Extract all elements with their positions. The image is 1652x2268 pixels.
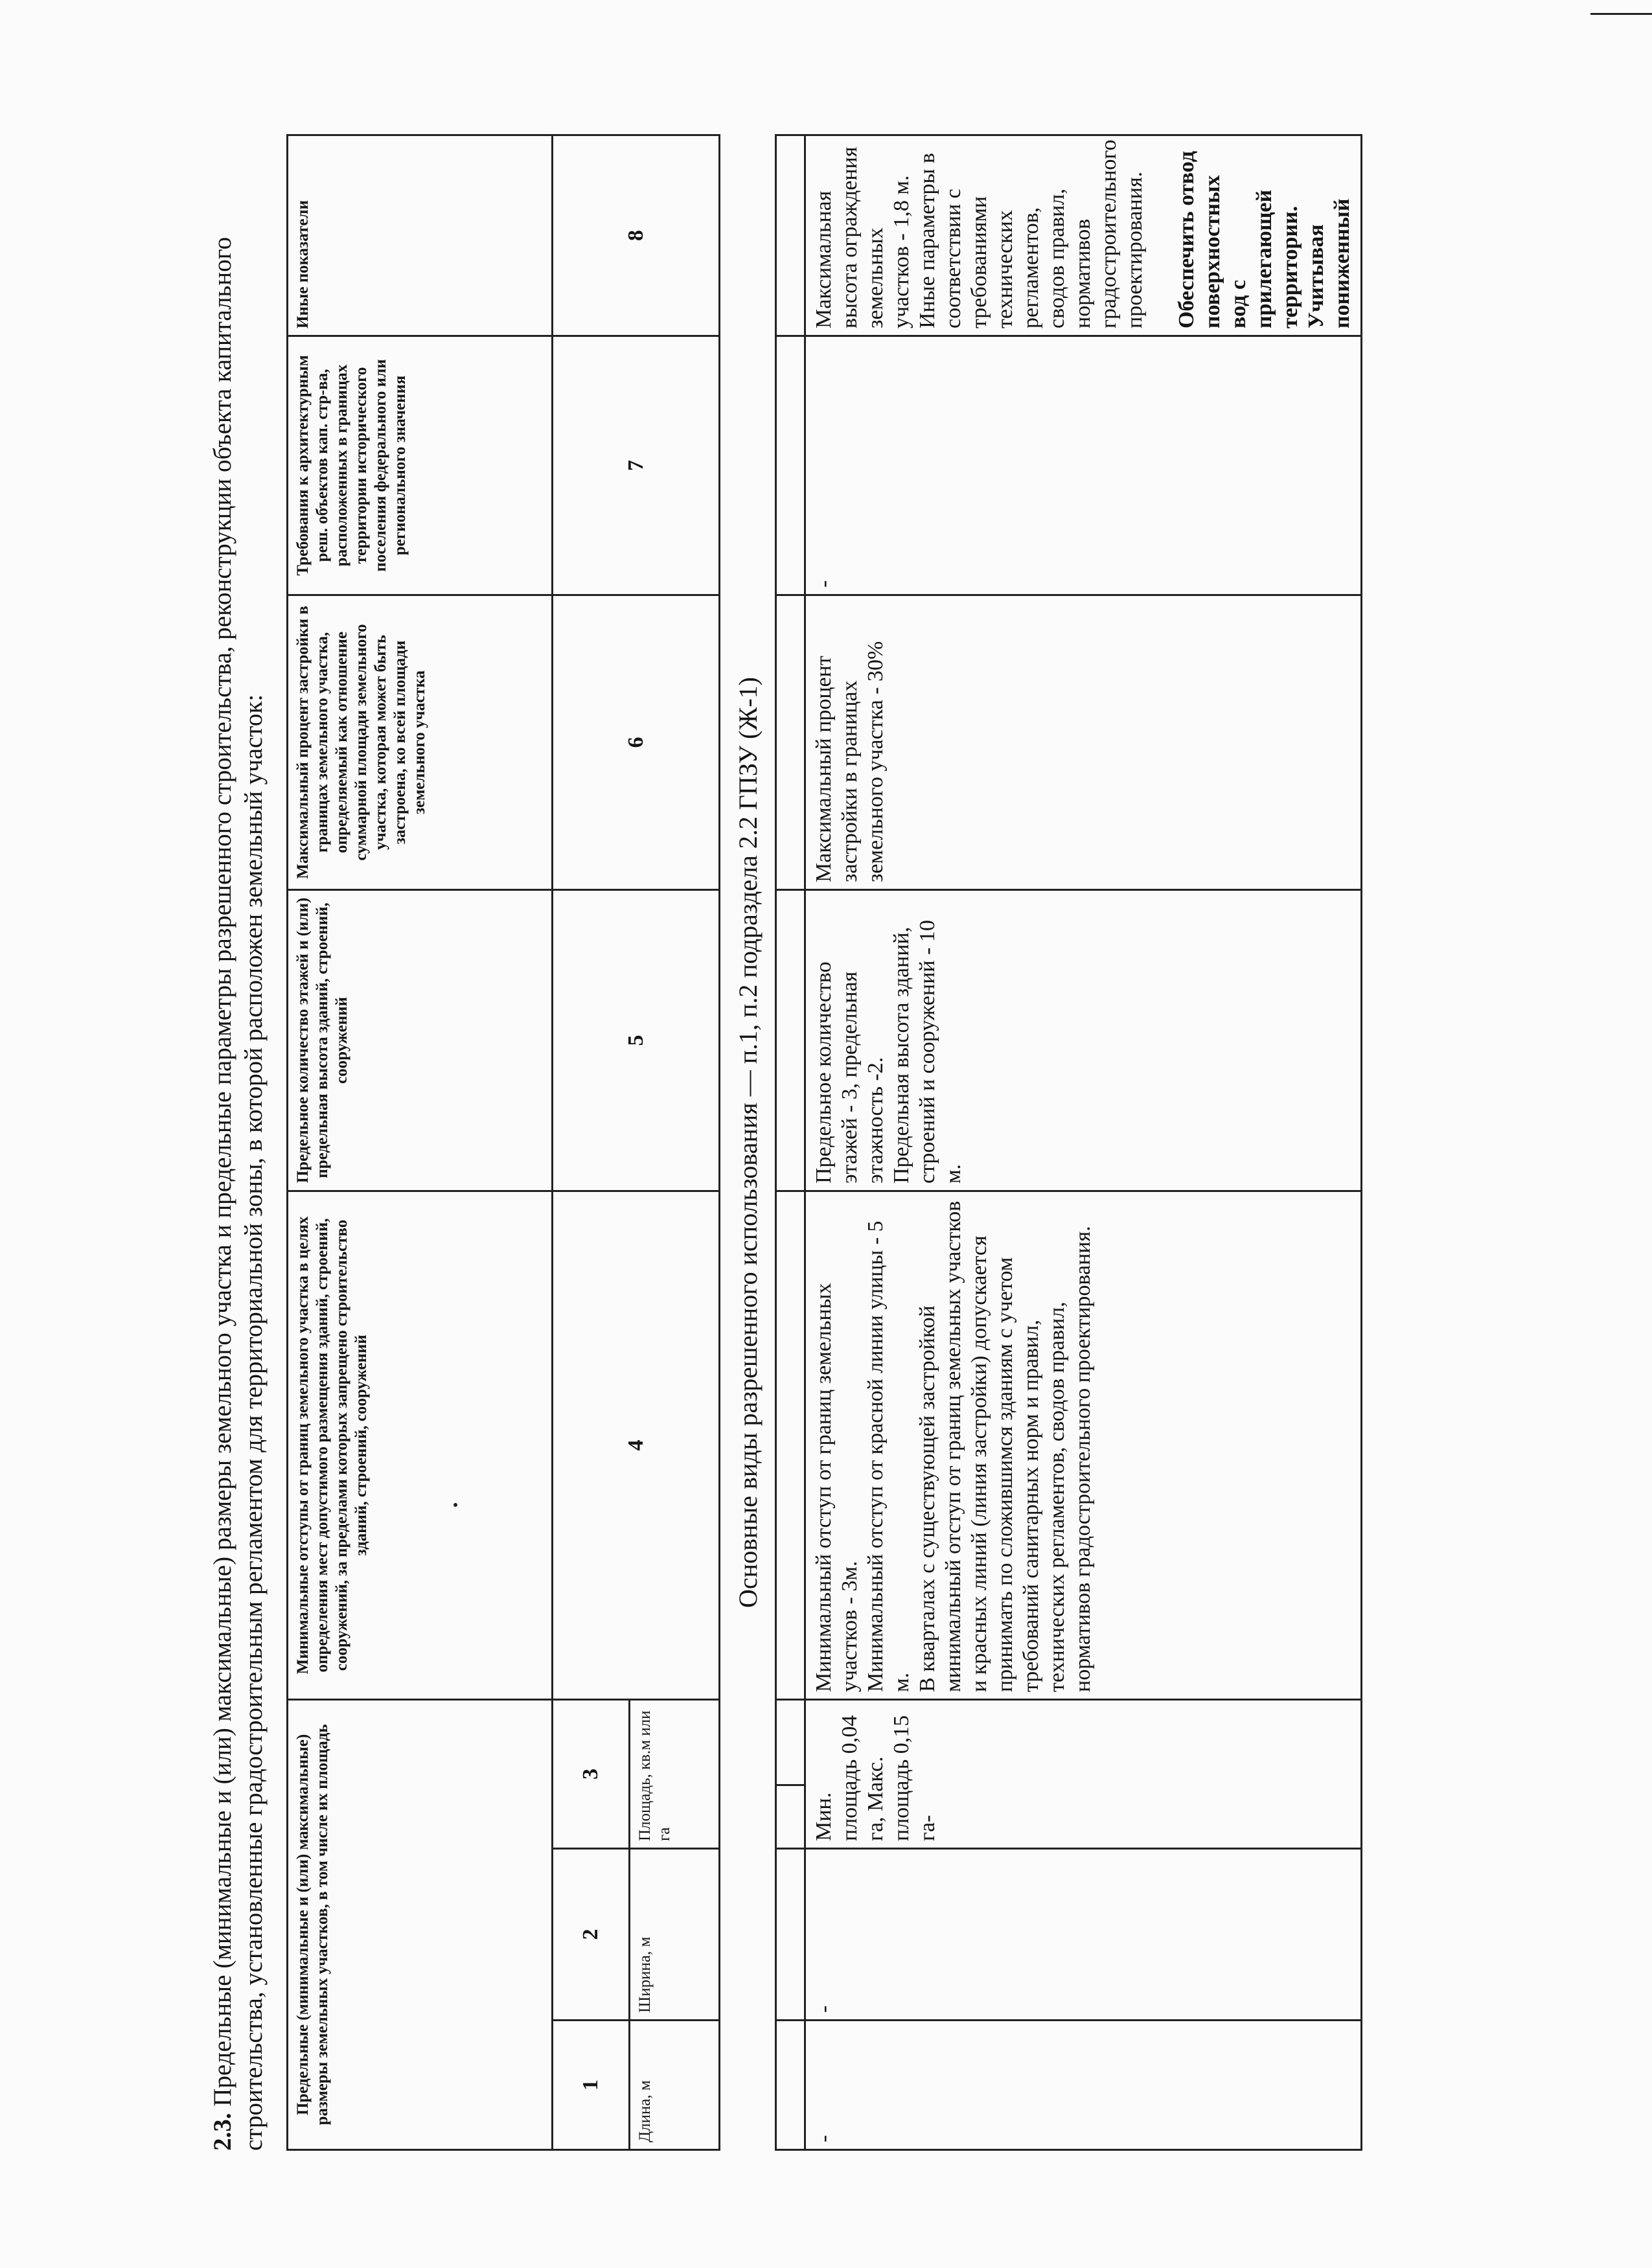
cell-width: - [805, 1849, 1362, 2021]
column-number-5: 5 [553, 889, 720, 1191]
subheader-width: Ширина, м [630, 1849, 720, 2021]
spacer-cell [776, 1785, 805, 1849]
spacer-cell [776, 1191, 805, 1699]
column-number-8: 8 [553, 135, 720, 336]
subheader-length: Длина, м [630, 2021, 720, 2150]
section-heading [207, 136, 270, 2151]
spacer-cell [776, 595, 805, 889]
section-row [720, 135, 776, 2149]
header-setbacks: Минимальные отступы от границ земельного участка в целях определения мест допустимого размещения зданий, строений, сооружений, за пределами которых запрещено строительство зданий, строений, сооружений [288, 1191, 553, 1699]
cell-coverage: Максимальный процент застройки в границах земельного участка - 30% [805, 595, 1362, 889]
header-land-plot-sizes: Предельные (минимальные и (или) максимальные) размеры земельных участков, в том числе их площадь [288, 1699, 553, 2149]
column-number-3: 3 [553, 1699, 630, 1848]
section-title: Основные виды разрешенного использования — п.1, п.2 подраздела 2.2 ГПЗУ (Ж-1) [720, 135, 776, 2149]
other-text: Максимальная высота ограждения земельных участков - 1,8 м. Иные параметры в соответствии с требованиями технических регламентов, сводов правил, нормативов градостроительного проектирования. [812, 139, 1147, 328]
header-architecture: Требования к архитектурным реш. объектов кап. стр-ва, расположенных в границах территории исторического поселения федерального или регионального значения [288, 336, 553, 595]
cell-setbacks [805, 1191, 1362, 1699]
setback-line: Минимальный отступ от красной линии улицы - 5 м. [864, 1220, 913, 1692]
cell-floors [805, 889, 1362, 1191]
scan-edge-mark [1590, 13, 1652, 15]
other-bold-text: Обеспечить отвод поверхностных вод с прилегающей территории. Учитывая пониженный [1175, 150, 1354, 328]
spacer-cell [776, 1849, 805, 2021]
cell-other [805, 135, 1362, 336]
table-column-numbers [553, 135, 630, 2149]
cell-area: Мин. площадь 0,04 га, Макс. площадь 0,15 га- [805, 1699, 1362, 1848]
table-row [805, 135, 1362, 2149]
spacer-cell [776, 135, 805, 336]
table-header-row [288, 135, 553, 2149]
setback-line: Минимальный отступ от границ земельных участков - 3м. [812, 1283, 862, 1692]
header-coverage: Максимальный процент застройки в границах земельного участка, определяемый как отношение суммарной площади земельного участка, которая может быть застроена, ко всей площади земельного участка [288, 595, 553, 889]
header-floors-height: Предельное количество этажей и (или) предельная высота зданий, строений, сооружений [288, 889, 553, 1191]
parameters-table [286, 134, 1362, 2151]
floors-line: Предельная высота зданий, строений и сооружений - 10 м. [889, 920, 965, 1184]
column-number-4: 4 [553, 1191, 720, 1699]
column-number-2: 2 [553, 1849, 630, 2021]
column-number-6: 6 [553, 595, 720, 889]
setback-line: В кварталах с существующей застройкой минимальный отступ от границ земельных участков и красных линий (линия застройки) допускается принимать по сложившимся зданиям с учетом требований санитарных норм и правил, технических регламентов, сводов правил, нормативов градостроительного проектирования. [915, 1200, 1095, 1692]
spacer-cell [776, 889, 805, 1191]
cell-architecture: - [805, 336, 1362, 595]
spacer-cell [776, 1699, 805, 1785]
cell-length: - [805, 2021, 1362, 2150]
column-number-7: 7 [553, 336, 720, 595]
column-number-1: 1 [553, 2021, 630, 2150]
spacer-row [776, 135, 805, 2149]
rotated-page-content [207, 130, 1633, 2151]
subheader-area: Площадь, кв.м или га [630, 1699, 720, 1848]
spacer-cell [776, 2021, 805, 2150]
spacer-cell [776, 336, 805, 595]
floors-line: Предельное количество этажей - 3, предельная этажность -2. [812, 961, 888, 1184]
other-spacer [1148, 143, 1174, 328]
section-heading-text: Предельные (минимальные и (или) максимальные) размеры земельного участка и предельные параметры разрешенного строительства, реконструкции объекта капитального строительства, установленные градостроительным регламентом для территориальной зоны, в которой расположен земельный участок: [209, 236, 268, 2151]
header-other: Иные показатели [288, 135, 553, 336]
section-number: 2.3. [209, 2113, 236, 2151]
